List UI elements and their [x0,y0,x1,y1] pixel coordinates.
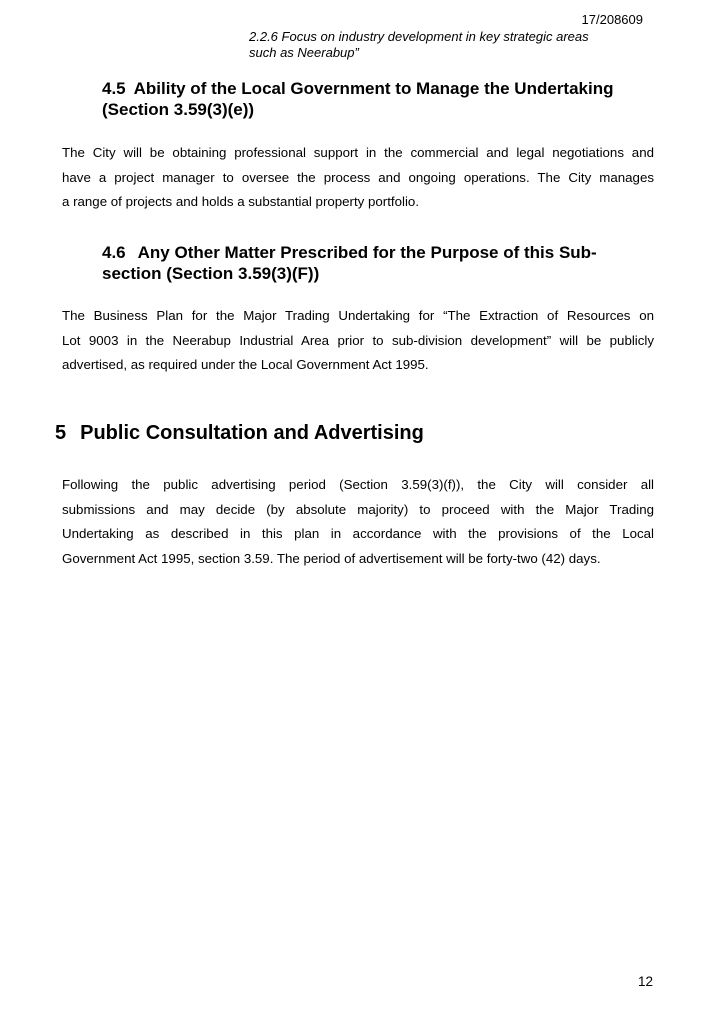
section-number: 4.6 [102,243,126,262]
paragraph-line: Following the public advertising period (Section 3.59(3)(f)), the City will consider all [62,477,654,492]
paragraph-line: The Business Plan for the Major Trading Undertaking for “The Extraction of Resources on [62,308,654,323]
section-4-5-heading [102,78,662,120]
heading-line [102,78,662,99]
document-reference-number: 17/208609 [581,12,643,27]
paragraph-line: a range of projects and holds a substantial property portfolio. [62,194,420,209]
paragraph-line: Government Act 1995, section 3.59. The period of advertisement will be forty-two (42) days. [62,550,601,566]
section-number: 5 [55,422,67,444]
heading-line [102,242,662,263]
heading-text: Public Consultation and Advertising [80,422,424,444]
heading-text: Any Other Matter Prescribed for the Purpose of this Sub- [137,243,597,262]
section-5-paragraph [62,473,654,571]
quote-line: 2.2.6 Focus on industry development in key strategic areas [249,29,589,44]
section-4-6-heading [102,242,662,284]
section-5-heading [55,421,424,445]
heading-line: section (Section 3.59(3)(F)) [102,264,320,283]
section-number: 4.5 [102,79,126,98]
page-number: 12 [637,974,653,989]
paragraph-line: advertised, as required under the Local Government Act 1995. [62,357,429,372]
section-4-6-paragraph [62,304,654,378]
paragraph-line: Lot 9003 in the Neerabup Industrial Area prior to sub-division development” will be publicly [62,332,654,348]
section-4-5-paragraph [62,141,654,215]
paragraph-line: The City will be obtaining professional support in the commercial and legal negotiations and [62,145,654,160]
quote-line: such as Neerabup” [249,45,359,60]
heading-text: Ability of the Local Government to Manage the Undertaking [133,79,614,98]
paragraph-line: have a project manager to oversee the process and ongoing operations. The City manages [62,169,654,185]
paragraph-line: submissions and may decide (by absolute majority) to proceed with the Major Trading [62,501,654,517]
quoted-strategy-excerpt [249,29,649,61]
heading-line: (Section 3.59(3)(e)) [102,100,255,119]
paragraph-line: Undertaking as described in this plan in accordance with the provisions of the Local [62,526,654,541]
